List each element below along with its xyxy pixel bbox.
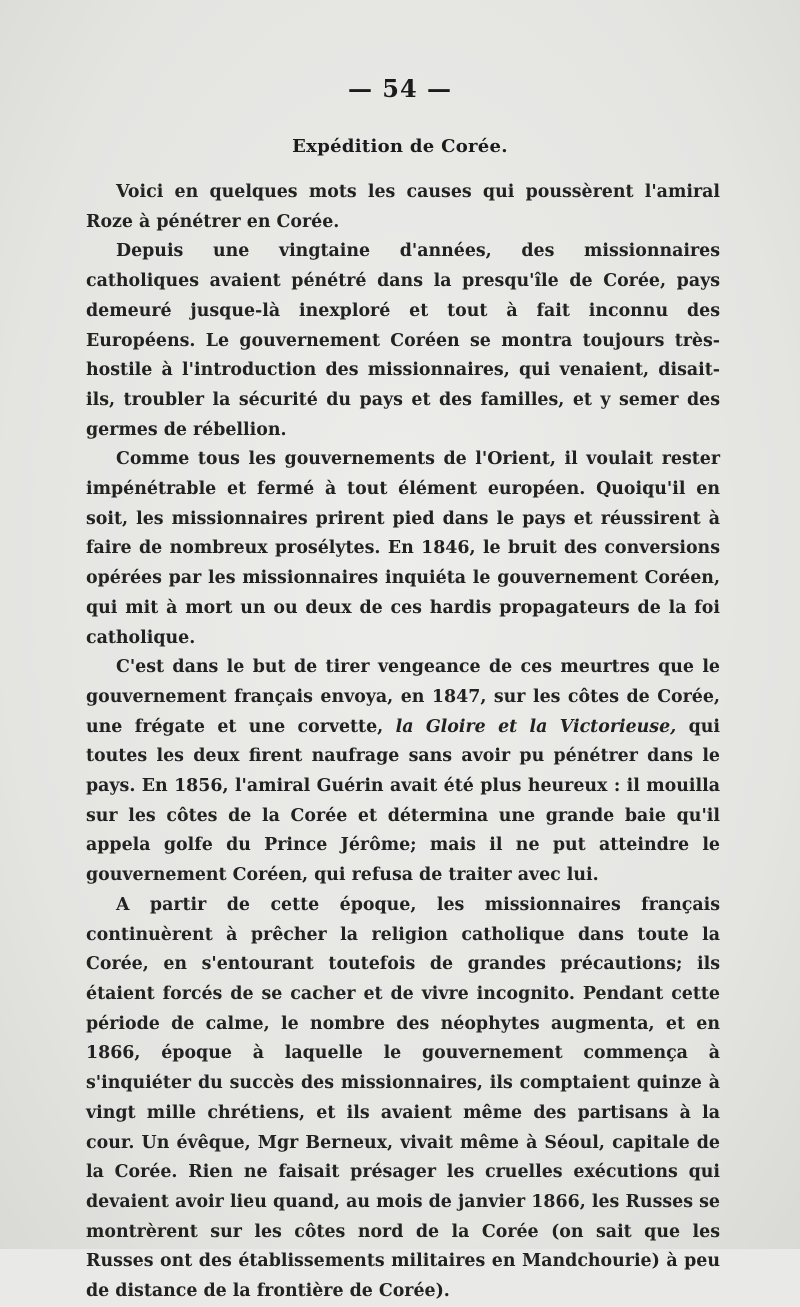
paragraph-3: Comme tous les gouvernements de l'Orient, il voulait rester impénétrable et fermé à tout élément européen. Quoiqu'il en soit, les missionnaires prirent pied dans le pays et réussirent à faire de nombreux prosélytes. En 1846, le bruit des conversions opérées par les missionnaires inquiéta le gouvernement Coréen, qui mit à mort un ou deux de ces hardis propagateurs de la foi catholique. <box>86 449 720 648</box>
paragraph-4-text: C'est dans le but de tirer vengeance de ces meurtres que le gouvernement français envoya, en 1847, sur les côtes de Corée, une frégate et une corvette, <box>86 657 720 737</box>
paragraph-2: Depuis une vingtaine d'années, des missionnaires catholiques avaient pénétré dans la presqu'île de Corée, pays demeuré jusque-là inexploré et tout à fait inconnu des Européens. Le gouvernement Coréen se montra toujours très-hostile à l'introduction des missionnaires, qui venaient, disait-ils, troubler la sécurité du pays et des familles, et y semer des germes de rébellion. <box>86 241 720 440</box>
page-number: — 54 — <box>347 74 453 103</box>
paragraph-4-continued: qui toutes les deux firent naufrage sans avoir pu pénétrer dans le pays. En 1856, l'amiral Guérin avait été plus heureux : il mouilla sur les côtes de la Corée et détermina une grande baie qu'il appela golfe du Prince Jérôme; mais il ne put atteindre le gouvernement Coréen, qui refusa de traiter avec lui. <box>86 716 720 886</box>
ship-names: la Gloire et la Victorieuse, <box>395 716 677 737</box>
section-heading: Expédition de Corée. <box>292 136 508 157</box>
body-text <box>86 178 720 1307</box>
paragraph-5: A partir de cette époque, les missionnaires français continuèrent à prêcher la religion catholique dans toute la Corée, en s'entourant toutefois de grandes précautions; ils étaient forcés de se cacher et de vivre incognito. Pendant cette période de calme, le nombre des néophytes augmenta, et en 1866, époque à laquelle le gouvernement commença à s'inquiéter du succès des missionnaires, ils comptaient quinze à vingt mille chrétiens, et ils avaient même des partisans à la cour. Un évêque, Mgr Berneux, vivait même à Séoul, capitale de la Corée. Rien ne faisait présager les cruelles exécutions qui devaient avoir lieu quand, au mois de janvier 1866, les Russes se montrèrent sur les côtes nord de la Corée (on sait que les Russes ont des établissements militaires en Mandchourie) à peu de distance de la frontière de Corée). <box>86 894 720 1302</box>
paragraph-1: Voici en quelques mots les causes qui poussèrent l'amiral Roze à pénétrer en Corée. <box>86 182 720 232</box>
paragraph-4 <box>86 653 720 891</box>
